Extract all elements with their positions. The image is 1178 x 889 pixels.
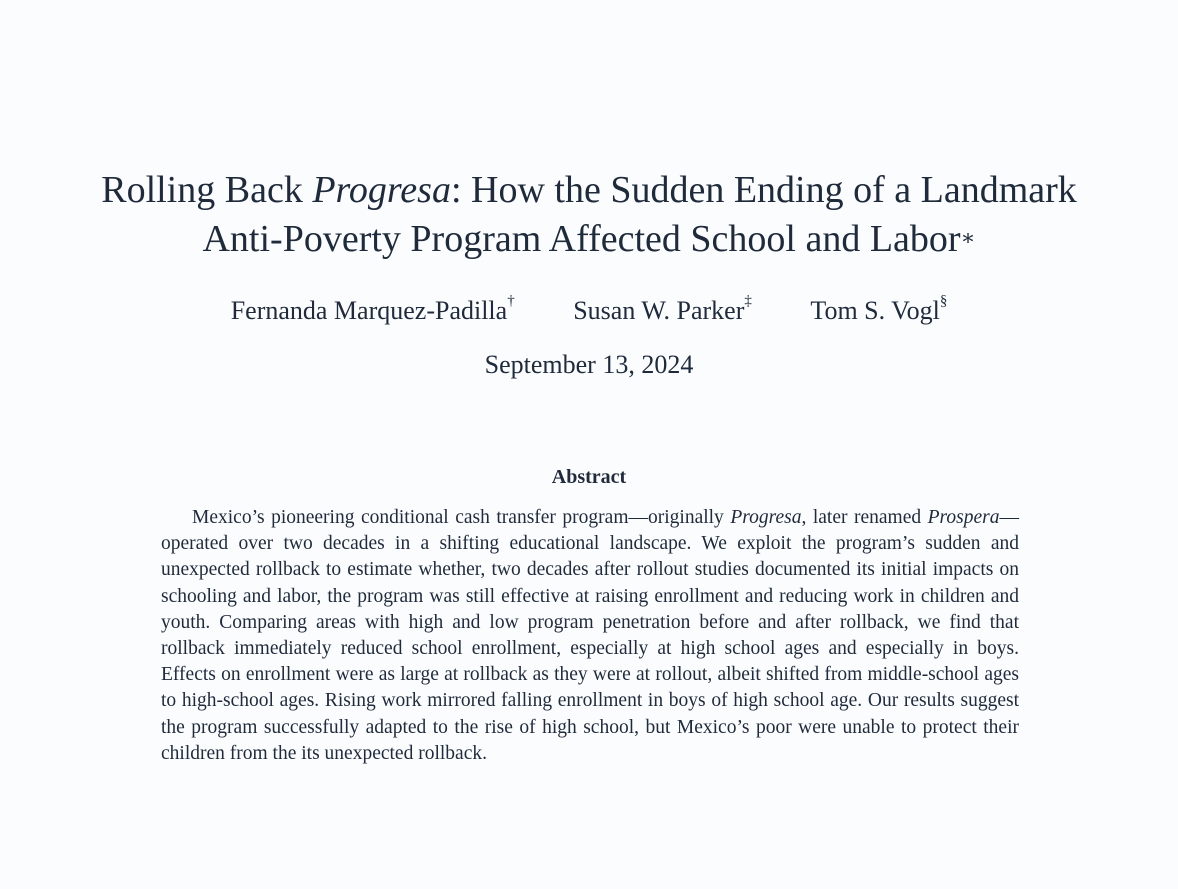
author-2 bbox=[573, 293, 752, 326]
abstract-segment-2-italic: Progresa bbox=[730, 507, 802, 528]
author-3-footnote-mark: § bbox=[939, 293, 948, 309]
abstract-body bbox=[161, 505, 1019, 767]
publication-date: September 13, 2024 bbox=[484, 350, 694, 379]
author-2-footnote-mark: ‡ bbox=[744, 293, 752, 309]
title-footnote-mark: ∗ bbox=[960, 225, 976, 250]
author-3 bbox=[810, 293, 948, 326]
author-1 bbox=[230, 293, 515, 326]
author-3-name: Tom S. Vogl bbox=[810, 296, 940, 325]
paper-title bbox=[60, 166, 1118, 264]
abstract-segment-1: Mexico’s pioneering conditional cash transfer program—originally bbox=[192, 507, 731, 528]
author-1-footnote-mark: † bbox=[507, 293, 515, 309]
author-list bbox=[0, 293, 1178, 326]
title-part-3: : How the Sudden Ending of a Landmark Anti-Poverty Program Affected School and Labor bbox=[202, 169, 1077, 260]
title-part-1: Rolling Back bbox=[101, 169, 313, 211]
author-1-name: Fernanda Marquez-Padilla bbox=[230, 296, 508, 325]
abstract-segment-3: , later renamed bbox=[801, 507, 928, 528]
abstract-heading: Abstract bbox=[551, 466, 627, 488]
abstract-segment-4-italic: Prospera bbox=[927, 507, 1000, 528]
abstract-segment-5: —operated over two decades in a shifting educational landscape. We exploit the program’s sudden and unexpected rollback to estimate whether, two decades after rollout studies documented its initial impacts on schooling and labor, the program was still effective at raising enrollment and reducing work in children and youth. Comparing areas with high and low program penetration before and after rollback, we find that rollback immediately reduced school enrollment, especially at high school ages and especially in boys. Effects on enrollment were as large at rollback as they were at rollout, albeit shifted from middle-school ages to high-school ages. Rising work mirrored falling enrollment in boys of high school age. Our results suggest the program successfully adapted to the rise of high school, but Mexico’s poor were unable to protect their children from the its unexpected rollback. bbox=[161, 507, 1019, 764]
author-2-name: Susan W. Parker bbox=[573, 296, 745, 325]
title-part-2-italic: Progresa bbox=[312, 169, 451, 211]
